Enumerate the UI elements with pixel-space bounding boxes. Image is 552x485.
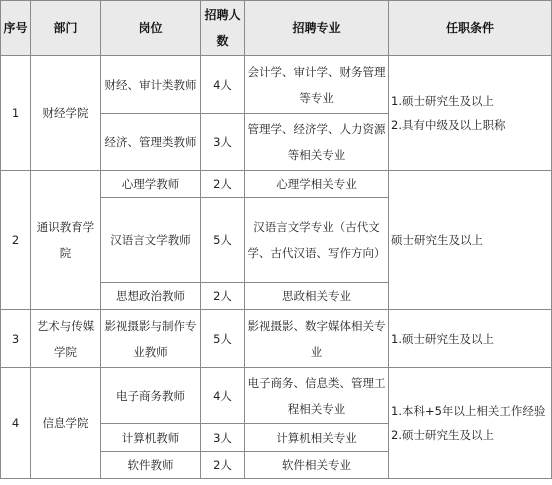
position-cell: 财经、审计类教师 [101, 56, 201, 114]
position-cell: 心理学教师 [101, 171, 201, 198]
count-cell: 5人 [201, 198, 245, 283]
count-cell: 2人 [201, 171, 245, 198]
table-row [1, 310, 552, 368]
major-cell: 思政相关专业 [245, 283, 389, 310]
major-cell: 电子商务、信息类、管理工程相关专业 [245, 368, 389, 424]
major-cell: 会计学、审计学、财务管理等专业 [245, 56, 389, 114]
table-row [1, 368, 552, 424]
requirements-cell [389, 310, 552, 368]
header-seq: 序号 [1, 1, 31, 56]
position-cell: 影视摄影与制作专业教师 [101, 310, 201, 368]
requirements-cell [389, 368, 552, 479]
position-cell: 电子商务教师 [101, 368, 201, 424]
position-cell: 软件教师 [101, 452, 201, 479]
major-cell: 管理学、经济学、人力资源等相关专业 [245, 114, 389, 171]
count-cell: 3人 [201, 424, 245, 452]
header-row [1, 1, 552, 56]
count-cell: 3人 [201, 114, 245, 171]
major-cell: 软件相关专业 [245, 452, 389, 479]
major-cell: 心理学相关专业 [245, 171, 389, 198]
major-cell: 计算机相关专业 [245, 424, 389, 452]
major-cell: 汉语言文学专业（古代文学、古代汉语、写作方向） [245, 198, 389, 283]
dept-cell: 通识教育学院 [31, 171, 101, 310]
requirements-cell [389, 171, 552, 310]
requirement-line: 1.硕士研究生及以上 [391, 331, 494, 346]
requirement-line: 2.具有中级及以上职称 [391, 118, 506, 132]
header-position: 岗位 [101, 1, 201, 56]
count-cell: 4人 [201, 368, 245, 424]
position-cell: 汉语言文学教师 [101, 198, 201, 283]
dept-cell: 财经学院 [31, 56, 101, 171]
requirements-cell [389, 56, 552, 171]
position-cell: 计算机教师 [101, 424, 201, 452]
seq-cell: 3 [1, 310, 31, 368]
position-cell: 经济、管理类教师 [101, 114, 201, 171]
count-cell: 5人 [201, 310, 245, 368]
requirement-line: 硕士研究生及以上 [391, 233, 483, 247]
table-row [1, 171, 552, 198]
seq-cell: 4 [1, 368, 31, 479]
count-cell: 4人 [201, 56, 245, 114]
seq-cell: 1 [1, 56, 31, 171]
header-requirements: 任职条件 [389, 1, 552, 56]
requirement-line: 2.硕士研究生及以上 [391, 428, 494, 442]
header-dept: 部门 [31, 1, 101, 56]
dept-cell: 信息学院 [31, 368, 101, 479]
dept-cell: 艺术与传媒学院 [31, 310, 101, 368]
table-row [1, 56, 552, 114]
header-count: 招聘人数 [201, 1, 245, 56]
requirement-line: 1.本科+5年以上相关工作经验 [391, 404, 546, 418]
position-cell: 思想政治教师 [101, 283, 201, 310]
requirement-line: 1.硕士研究生及以上 [391, 94, 494, 108]
seq-cell: 2 [1, 171, 31, 310]
major-cell: 影视摄影、数字媒体相关专业 [245, 310, 389, 368]
count-cell: 2人 [201, 283, 245, 310]
count-cell: 2人 [201, 452, 245, 479]
header-major: 招聘专业 [245, 1, 389, 56]
